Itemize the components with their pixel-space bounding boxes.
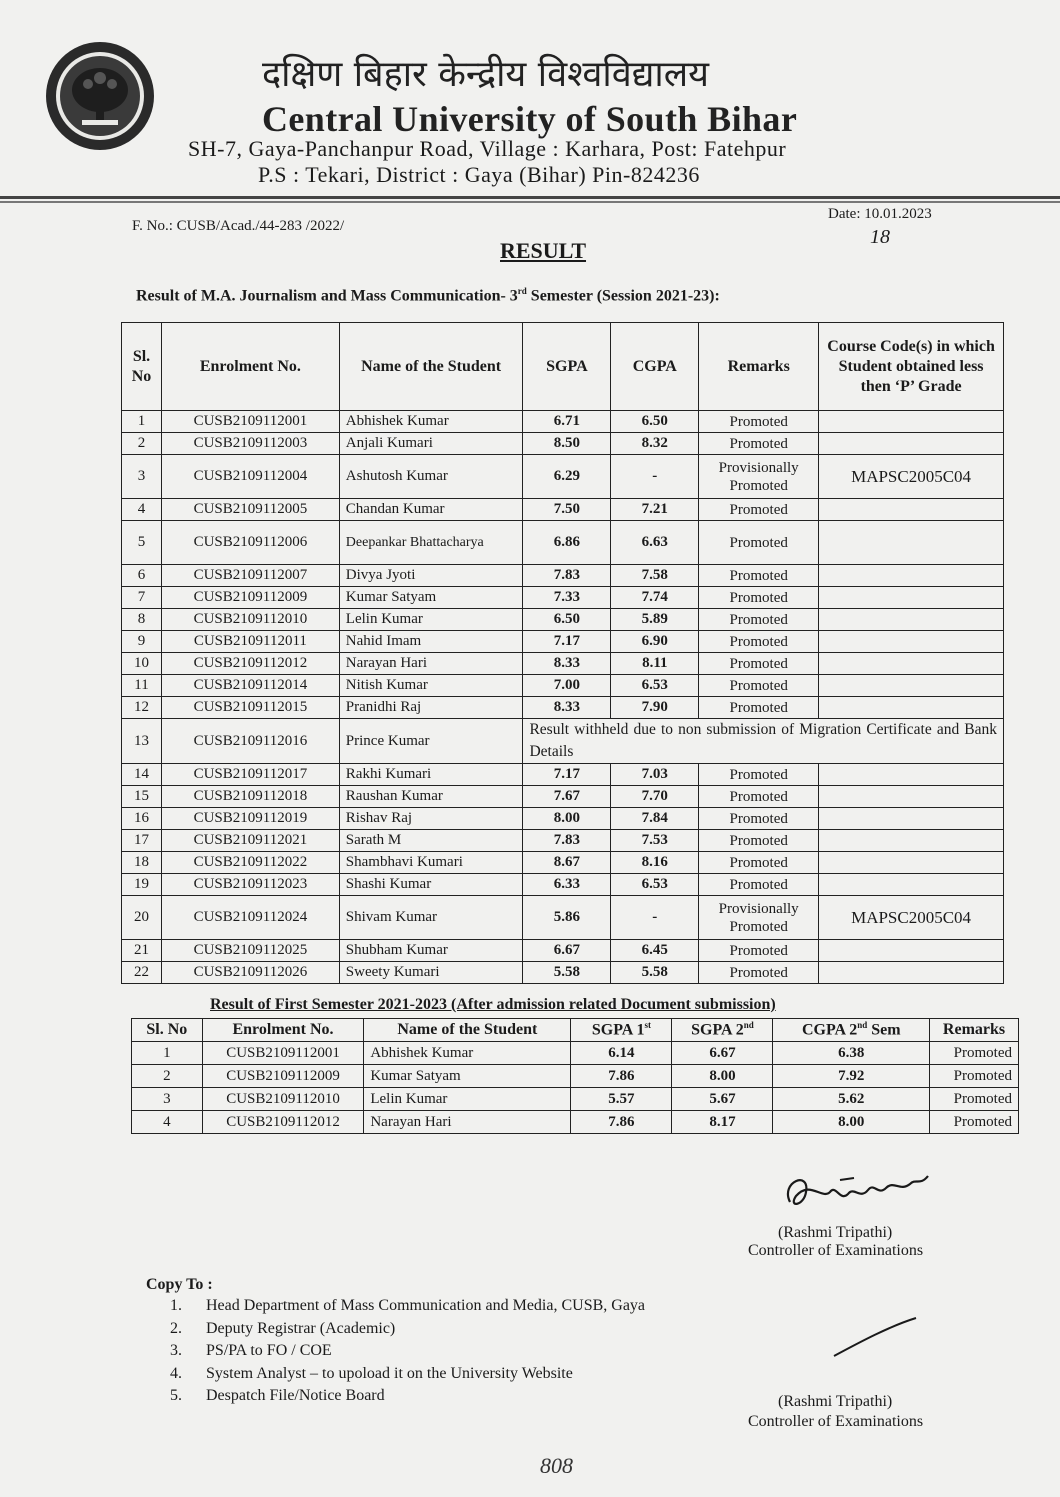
result-table-body xyxy=(122,411,1004,984)
header-cgpa: CGPA xyxy=(611,323,699,411)
header-rule-thin xyxy=(0,201,1060,203)
cell-course-code xyxy=(819,940,1004,962)
cell-student-name: Shivam Kumar xyxy=(339,896,523,940)
cell-cgpa: 8.32 xyxy=(611,433,699,455)
cell-sgpa: 6.71 xyxy=(523,411,611,433)
cell-cgpa: 7.92 xyxy=(773,1065,930,1088)
cell-sl-no: 7 xyxy=(122,587,162,609)
signature-image xyxy=(770,1162,940,1220)
cell-sgpa-1: 7.86 xyxy=(571,1111,672,1134)
cell-cgpa: 6.90 xyxy=(611,631,699,653)
cell-sgpa: 5.58 xyxy=(523,962,611,984)
cell-course-code xyxy=(819,786,1004,808)
cell-student-name: Shashi Kumar xyxy=(339,874,523,896)
cell-sgpa: 8.67 xyxy=(523,852,611,874)
university-name-hindi: दक्षिण बिहार केन्द्रीय विश्वविद्यालय xyxy=(262,54,710,95)
handwritten-date-mark: 18 xyxy=(870,226,890,248)
cell-sl-no: 11 xyxy=(122,675,162,697)
cell-cgpa: 7.03 xyxy=(611,764,699,786)
table-row xyxy=(122,830,1004,852)
cell-sl-no: 2 xyxy=(132,1065,203,1088)
result-subtitle: Result of M.A. Journalism and Mass Communication- 3rd Semester (Session 2021-23): xyxy=(136,286,720,305)
header-text: Sl. No xyxy=(146,1021,188,1038)
table-row xyxy=(122,609,1004,631)
cell-sgpa: 7.83 xyxy=(523,565,611,587)
cell-remarks: Provisionally Promoted xyxy=(699,455,819,499)
cell-sl-no: 4 xyxy=(122,499,162,521)
cell-sgpa: 8.00 xyxy=(523,808,611,830)
cell-sl-no: 17 xyxy=(122,830,162,852)
cell-student-name: Nahid Imam xyxy=(339,631,523,653)
header-text: CGPA 2 xyxy=(801,1021,858,1039)
address-line-2: P.S : Tekari, District : Gaya (Bihar) Pin-824236 xyxy=(258,162,700,187)
cell-course-code xyxy=(819,631,1004,653)
first-semester-title: Result of First Semester 2021-2023 (After admission related Document submission) xyxy=(210,996,776,1013)
cell-student-name: Pranidhi Raj xyxy=(339,697,523,719)
university-name: Central University of South Bihar xyxy=(262,99,798,139)
cell-enrolment: CUSB2109112026 xyxy=(161,962,339,984)
cell-sl-no: 3 xyxy=(122,455,162,499)
copy-to-text: PS/PA to FO / COE xyxy=(206,1342,332,1359)
cell-cgpa: 6.45 xyxy=(611,940,699,962)
cell-cgpa: 6.63 xyxy=(611,521,699,565)
table-row xyxy=(122,808,1004,830)
table-row xyxy=(122,786,1004,808)
cell-remarks: Promoted xyxy=(930,1111,1019,1134)
cell-sgpa: 6.86 xyxy=(523,521,611,565)
cell-remarks: Promoted xyxy=(699,786,819,808)
cell-sl-no: 6 xyxy=(122,565,162,587)
cell-remarks: Promoted xyxy=(699,940,819,962)
cell-cgpa: 7.53 xyxy=(611,830,699,852)
cell-enrolment: CUSB2109112017 xyxy=(161,764,339,786)
cell-cgpa: 7.90 xyxy=(611,697,699,719)
cell-course-code xyxy=(819,565,1004,587)
cell-remarks: Promoted xyxy=(699,653,819,675)
cell-sgpa: 6.29 xyxy=(523,455,611,499)
cell-student-name: Abhishek Kumar xyxy=(339,411,523,433)
cell-enrolment: CUSB2109112001 xyxy=(202,1042,364,1065)
cell-cgpa: 7.74 xyxy=(611,587,699,609)
cell-student-name: Ashutosh Kumar xyxy=(339,455,523,499)
cell-course-code xyxy=(819,499,1004,521)
table-row xyxy=(122,675,1004,697)
cell-cgpa: 8.16 xyxy=(611,852,699,874)
cell-course-code xyxy=(819,852,1004,874)
cell-sl-no: 2 xyxy=(122,433,162,455)
cell-sgpa-2: 8.00 xyxy=(672,1065,773,1088)
table-row xyxy=(122,565,1004,587)
header-col-3 xyxy=(571,1019,672,1042)
cell-student-name: Nitish Kumar xyxy=(339,675,523,697)
cell-cgpa: - xyxy=(611,455,699,499)
cell-enrolment: CUSB2109112005 xyxy=(161,499,339,521)
cell-remarks: Promoted xyxy=(699,852,819,874)
header-sup: nd xyxy=(857,1020,868,1031)
copy-to-list xyxy=(170,1295,645,1408)
cell-remarks: Promoted xyxy=(699,764,819,786)
cell-student-name: Kumar Satyam xyxy=(339,587,523,609)
table-row xyxy=(122,896,1004,940)
cell-sgpa-2: 5.67 xyxy=(672,1088,773,1111)
cell-course-code xyxy=(819,521,1004,565)
cell-remarks: Provisionally Promoted xyxy=(699,896,819,940)
table-row xyxy=(132,1042,1019,1065)
cell-student-name: Shubham Kumar xyxy=(339,940,523,962)
table-row xyxy=(122,653,1004,675)
cell-course-code xyxy=(819,587,1004,609)
header-col-6 xyxy=(930,1019,1019,1042)
result-title: RESULT xyxy=(500,238,587,263)
cell-remarks: Promoted xyxy=(699,874,819,896)
cell-student-name: Deepankar Bhattacharya xyxy=(339,521,523,565)
cell-student-name: Shambhavi Kumari xyxy=(339,852,523,874)
cell-sl-no: 9 xyxy=(122,631,162,653)
cell-student-name: Sweety Kumari xyxy=(339,962,523,984)
cell-sl-no: 15 xyxy=(122,786,162,808)
cell-course-code xyxy=(819,808,1004,830)
header-text: Name of the Student xyxy=(397,1021,538,1038)
cell-enrolment: CUSB2109112022 xyxy=(161,852,339,874)
copy-to-number: 5. xyxy=(170,1387,182,1404)
cell-course-code xyxy=(819,411,1004,433)
cell-sl-no: 21 xyxy=(122,940,162,962)
table-row xyxy=(132,1111,1019,1134)
copy-to-item xyxy=(170,1363,645,1386)
cell-enrolment: CUSB2109112012 xyxy=(202,1111,364,1134)
cell-sgpa-1: 5.57 xyxy=(571,1088,672,1111)
cell-sl-no: 13 xyxy=(122,719,162,764)
cell-remarks: Promoted xyxy=(699,697,819,719)
copy-to-number: 1. xyxy=(170,1297,182,1314)
cell-sl-no: 10 xyxy=(122,653,162,675)
cell-remarks: Promoted xyxy=(699,565,819,587)
signatory-title: Controller of Examinations xyxy=(748,1242,924,1259)
cell-course-code xyxy=(819,653,1004,675)
header-col-0 xyxy=(132,1019,203,1042)
cell-sgpa: 8.33 xyxy=(523,653,611,675)
cell-student-name: Anjali Kumari xyxy=(339,433,523,455)
cell-remarks: Promoted xyxy=(699,499,819,521)
copy-to-number: 4. xyxy=(170,1364,182,1382)
cell-remarks: Promoted xyxy=(699,675,819,697)
copy-to-item xyxy=(170,1340,645,1363)
cell-cgpa: - xyxy=(611,896,699,940)
cell-cgpa: 5.89 xyxy=(611,609,699,631)
first-semester-header-row xyxy=(132,1019,1019,1042)
cell-student-name: Raushan Kumar xyxy=(339,786,523,808)
cell-sgpa-1: 6.14 xyxy=(571,1042,672,1065)
cell-student-name: Divya Jyoti xyxy=(339,565,523,587)
cell-course-code xyxy=(819,830,1004,852)
cell-sgpa: 8.50 xyxy=(523,433,611,455)
table-row xyxy=(122,521,1004,565)
cell-student-name: Rakhi Kumari xyxy=(339,764,523,786)
cell-enrolment: CUSB2109112004 xyxy=(161,455,339,499)
cell-sl-no: 1 xyxy=(122,411,162,433)
cell-sgpa: 7.17 xyxy=(523,631,611,653)
cell-enrolment: CUSB2109112015 xyxy=(161,697,339,719)
issue-date: Date: 10.01.2023 xyxy=(828,206,932,222)
cell-cgpa: 7.58 xyxy=(611,565,699,587)
cell-student-name: Kumar Satyam xyxy=(364,1065,571,1088)
cell-enrolment: CUSB2109112025 xyxy=(161,940,339,962)
cell-sl-no: 14 xyxy=(122,764,162,786)
header-sl-no: Sl. No xyxy=(122,323,162,411)
cell-enrolment: CUSB2109112021 xyxy=(161,830,339,852)
cell-enrolment: CUSB2109112007 xyxy=(161,565,339,587)
cell-sl-no: 8 xyxy=(122,609,162,631)
table-row xyxy=(122,587,1004,609)
cell-remarks: Promoted xyxy=(930,1088,1019,1111)
cell-enrolment: CUSB2109112001 xyxy=(161,411,339,433)
header-col-1 xyxy=(202,1019,364,1042)
header-sup: st xyxy=(644,1020,651,1031)
cell-cgpa: 8.11 xyxy=(611,653,699,675)
table-row xyxy=(122,697,1004,719)
table-row xyxy=(122,433,1004,455)
cell-student-name: Narayan Hari xyxy=(339,653,523,675)
table-row xyxy=(122,940,1004,962)
cell-sl-no: 16 xyxy=(122,808,162,830)
cell-sl-no: 4 xyxy=(132,1111,203,1134)
signatory-name: (Rashmi Tripathi) xyxy=(778,1224,893,1241)
cell-enrolment: CUSB2109112010 xyxy=(161,609,339,631)
copy-to-item xyxy=(170,1318,645,1341)
cell-student-name: Narayan Hari xyxy=(364,1111,571,1134)
header-text: SGPA 1 xyxy=(591,1021,645,1039)
cell-sgpa: 6.67 xyxy=(523,940,611,962)
file-number: F. No.: CUSB/Acad./44-283 /2022/ xyxy=(132,218,345,234)
cell-sl-no: 1 xyxy=(132,1042,203,1065)
cell-cgpa: 6.53 xyxy=(611,675,699,697)
cell-student-name: Prince Kumar xyxy=(339,719,523,764)
cell-course-code xyxy=(819,675,1004,697)
cell-remarks: Promoted xyxy=(699,433,819,455)
cell-course-code: MAPSC2005C04 xyxy=(819,896,1004,940)
cell-course-code xyxy=(819,764,1004,786)
header-student-name: Name of the Student xyxy=(339,323,523,411)
header-text: Enrolment No. xyxy=(232,1021,334,1038)
copy-to-item xyxy=(170,1295,645,1318)
cell-sgpa: 7.33 xyxy=(523,587,611,609)
header-col-4 xyxy=(672,1019,773,1042)
copy-to-label: Copy To : xyxy=(146,1276,213,1293)
table-row xyxy=(122,764,1004,786)
cell-student-name: Sarath M xyxy=(339,830,523,852)
cell-sgpa: 6.50 xyxy=(523,609,611,631)
table-row xyxy=(132,1065,1019,1088)
table-row xyxy=(122,455,1004,499)
cell-sgpa: 8.33 xyxy=(523,697,611,719)
cell-remarks: Promoted xyxy=(699,609,819,631)
cell-sgpa: 6.33 xyxy=(523,874,611,896)
cell-sl-no: 20 xyxy=(122,896,162,940)
copy-to-text: Deputy Registrar (Academic) xyxy=(206,1319,396,1337)
cell-course-code xyxy=(819,697,1004,719)
cell-course-code xyxy=(819,433,1004,455)
header-enrolment: Enrolment No. xyxy=(161,323,339,411)
header-sgpa: SGPA xyxy=(523,323,611,411)
table-row xyxy=(132,1088,1019,1111)
copy-to-text: Head Department of Mass Communication and Media, CUSB, Gaya xyxy=(206,1297,646,1314)
cell-cgpa: 7.70 xyxy=(611,786,699,808)
cell-remarks: Promoted xyxy=(699,808,819,830)
cell-student-name: Lelin Kumar xyxy=(339,609,523,631)
copy-to-text: Despatch File/Notice Board xyxy=(206,1387,385,1404)
cell-enrolment: CUSB2109112019 xyxy=(161,808,339,830)
cell-sgpa: 7.50 xyxy=(523,499,611,521)
cell-sl-no: 19 xyxy=(122,874,162,896)
cell-cgpa: 6.53 xyxy=(611,874,699,896)
cell-sgpa: 5.86 xyxy=(523,896,611,940)
table-row xyxy=(122,719,1004,764)
cell-student-name: Rishav Raj xyxy=(339,808,523,830)
cell-remarks: Promoted xyxy=(699,411,819,433)
university-logo xyxy=(44,40,156,152)
cell-cgpa: 8.00 xyxy=(773,1111,930,1134)
cell-student-name: Lelin Kumar xyxy=(364,1088,571,1111)
signatory-title-2: Controller of Examinations xyxy=(748,1413,924,1430)
cell-remarks: Promoted xyxy=(930,1042,1019,1065)
first-semester-table-body xyxy=(132,1042,1019,1134)
cell-student-name: Abhishek Kumar xyxy=(364,1042,571,1065)
header-rule xyxy=(0,196,1060,199)
cell-enrolment: CUSB2109112012 xyxy=(161,653,339,675)
cell-cgpa: 5.62 xyxy=(773,1088,930,1111)
table-row xyxy=(122,962,1004,984)
copy-to-item xyxy=(170,1385,645,1408)
cell-sl-no: 5 xyxy=(122,521,162,565)
cell-sgpa-2: 6.67 xyxy=(672,1042,773,1065)
cell-sgpa: 7.67 xyxy=(523,786,611,808)
cell-course-code: MAPSC2005C04 xyxy=(819,455,1004,499)
cell-cgpa: 7.21 xyxy=(611,499,699,521)
header-suffix: Sem xyxy=(867,1021,901,1039)
handwritten-page-mark: 808 xyxy=(540,1453,573,1478)
cell-enrolment: CUSB2109112003 xyxy=(161,433,339,455)
cell-enrolment: CUSB2109112006 xyxy=(161,521,339,565)
table-row xyxy=(122,631,1004,653)
table-row xyxy=(122,499,1004,521)
cell-remarks: Promoted xyxy=(699,830,819,852)
cell-cgpa: 6.50 xyxy=(611,411,699,433)
copy-to-number: 2. xyxy=(170,1319,182,1337)
table-row xyxy=(122,852,1004,874)
cell-enrolment: CUSB2109112011 xyxy=(161,631,339,653)
cell-sgpa-1: 7.86 xyxy=(571,1065,672,1088)
cell-enrolment: CUSB2109112018 xyxy=(161,786,339,808)
second-signature-image xyxy=(830,1312,920,1362)
cell-enrolment: CUSB2109112016 xyxy=(161,719,339,764)
signatory-name-2: (Rashmi Tripathi) xyxy=(778,1393,893,1410)
cell-enrolment: CUSB2109112009 xyxy=(202,1065,364,1088)
cell-enrolment: CUSB2109112014 xyxy=(161,675,339,697)
table-row xyxy=(122,411,1004,433)
cell-sgpa-2: 8.17 xyxy=(672,1111,773,1134)
header-text: SGPA 2 xyxy=(691,1021,744,1039)
cell-course-code xyxy=(819,609,1004,631)
cell-remarks: Promoted xyxy=(699,962,819,984)
cell-sgpa: 7.83 xyxy=(523,830,611,852)
cell-student-name: Chandan Kumar xyxy=(339,499,523,521)
header-col-5 xyxy=(773,1019,930,1042)
cell-cgpa: 7.84 xyxy=(611,808,699,830)
cell-remarks: Promoted xyxy=(699,521,819,565)
cell-withheld-note: Result withheld due to non submission of Migration Certificate and Bank Details xyxy=(523,719,1004,764)
copy-to-text: System Analyst – to upoload it on the University Website xyxy=(206,1364,573,1382)
result-table xyxy=(121,322,1004,984)
header-course-codes: Course Code(s) in which Student obtained less then ‘P’ Grade xyxy=(819,323,1004,411)
cell-course-code xyxy=(819,874,1004,896)
cell-course-code xyxy=(819,962,1004,984)
cell-remarks: Promoted xyxy=(930,1065,1019,1088)
header-col-2 xyxy=(364,1019,571,1042)
cell-remarks: Promoted xyxy=(699,587,819,609)
cell-enrolment: CUSB2109112024 xyxy=(161,896,339,940)
copy-to-number: 3. xyxy=(170,1342,182,1359)
cell-sl-no: 18 xyxy=(122,852,162,874)
header-sup: nd xyxy=(743,1020,754,1031)
cell-cgpa: 6.38 xyxy=(773,1042,930,1065)
cell-sgpa: 7.00 xyxy=(523,675,611,697)
table-row xyxy=(122,874,1004,896)
header-remarks: Remarks xyxy=(699,323,819,411)
cell-remarks: Promoted xyxy=(699,631,819,653)
cell-sl-no: 22 xyxy=(122,962,162,984)
cell-sl-no: 12 xyxy=(122,697,162,719)
cell-enrolment: CUSB2109112009 xyxy=(161,587,339,609)
address-line-1: SH-7, Gaya-Panchanpur Road, Village : Karhara, Post: Fatehpur xyxy=(188,136,787,161)
cell-cgpa: 5.58 xyxy=(611,962,699,984)
first-semester-table xyxy=(131,1018,1019,1134)
cell-sl-no: 3 xyxy=(132,1088,203,1111)
header-text: Remarks xyxy=(942,1021,1006,1038)
cell-enrolment: CUSB2109112010 xyxy=(202,1088,364,1111)
cell-sgpa: 7.17 xyxy=(523,764,611,786)
cell-enrolment: CUSB2109112023 xyxy=(161,874,339,896)
